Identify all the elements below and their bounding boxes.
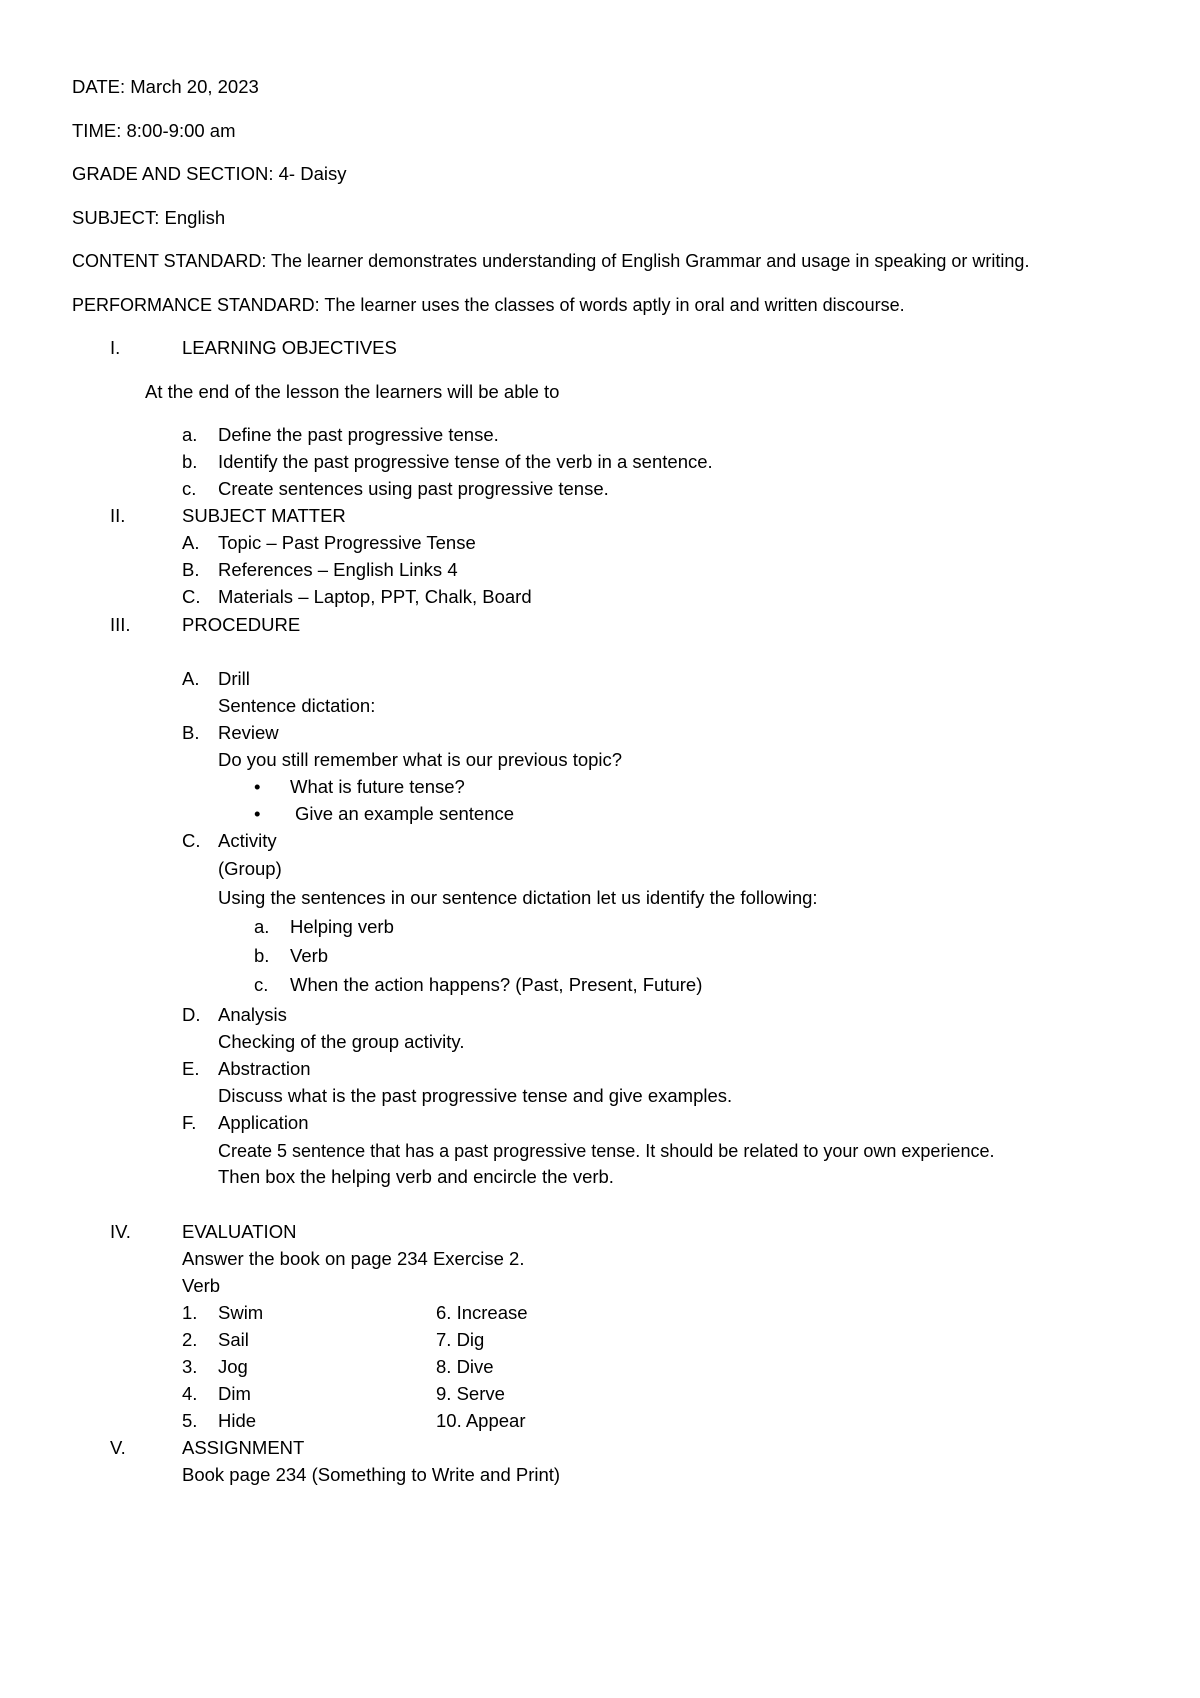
verb-item: 8. Dive <box>436 1356 494 1377</box>
evaluation-instruction: Answer the book on page 234 Exercise 2. <box>182 1248 525 1269</box>
verb-marker: 2. <box>182 1329 198 1350</box>
date-label: DATE: <box>72 76 126 97</box>
drill-title: Drill <box>218 668 250 689</box>
review-bullet: Give an example sentence <box>295 803 515 824</box>
subject-matter-item: Materials – Laptop, PPT, Chalk, Board <box>218 586 532 607</box>
assignment-title: ASSIGNMENT <box>182 1437 305 1458</box>
verb-item: 7. Dig <box>436 1329 485 1350</box>
abstraction-text: Discuss what is the past progressive tense and give examples. <box>218 1085 733 1106</box>
subject-matter-marker: C. <box>182 586 201 607</box>
objective-item: Define the past progressive tense. <box>218 424 499 445</box>
subject-line <box>72 207 225 229</box>
abstraction-marker: E. <box>182 1058 200 1079</box>
review-bullet: What is future tense? <box>290 776 465 797</box>
performance-standard-value: The learner uses the classes of words aptly in oral and written discourse. <box>324 295 905 315</box>
application-title: Application <box>218 1112 309 1133</box>
evaluation-heading: Verb <box>182 1275 221 1296</box>
evaluation-numeral: IV. <box>110 1221 131 1242</box>
verb-item: Hide <box>218 1410 257 1431</box>
verb-item: 10. Appear <box>436 1410 526 1431</box>
subject-matter-numeral: II. <box>110 505 126 526</box>
subject-matter-item: References – English Links 4 <box>218 559 458 580</box>
procedure-numeral: III. <box>110 614 131 635</box>
activity-text: Using the sentences in our sentence dictation let us identify the following: <box>218 887 818 908</box>
review-title: Review <box>218 722 279 743</box>
content-standard-label: CONTENT STANDARD: <box>72 251 267 271</box>
activity-marker: c. <box>254 974 269 995</box>
activity-marker: b. <box>254 945 270 966</box>
activity-item: Verb <box>290 945 329 966</box>
evaluation-title: EVALUATION <box>182 1221 297 1242</box>
performance-standard-label: PERFORMANCE STANDARD: <box>72 295 320 315</box>
analysis-marker: D. <box>182 1004 201 1025</box>
activity-marker: C. <box>182 830 201 851</box>
subject-label: SUBJECT: <box>72 207 160 228</box>
review-marker: B. <box>182 722 200 743</box>
date-line <box>72 76 259 98</box>
verb-item: Jog <box>218 1356 248 1377</box>
subject-matter-marker: B. <box>182 559 200 580</box>
verb-item: 6. Increase <box>436 1302 528 1323</box>
activity-item: Helping verb <box>290 916 394 937</box>
abstraction-title: Abstraction <box>218 1058 311 1079</box>
activity-group: (Group) <box>218 858 282 879</box>
time-label: TIME: <box>72 120 122 141</box>
objective-marker: b. <box>182 451 198 472</box>
activity-marker: a. <box>254 916 270 937</box>
application-marker: F. <box>182 1112 197 1133</box>
application-text-line1: Create 5 sentence that has a past progressive tense. It should be related to your own experience. <box>218 1141 995 1161</box>
subject-matter-marker: A. <box>182 532 200 553</box>
analysis-title: Analysis <box>218 1004 287 1025</box>
date-value: March 20, 2023 <box>130 76 259 97</box>
assignment-text: Book page 234 (Something to Write and Print) <box>182 1464 561 1485</box>
objectives-intro: At the end of the lesson the learners will be able to <box>145 381 560 402</box>
verb-item: 9. Serve <box>436 1383 505 1404</box>
subject-value: English <box>164 207 226 228</box>
content-standard-value: The learner demonstrates understanding of English Grammar and usage in speaking or writing. <box>271 251 1030 271</box>
content-standard-line <box>72 250 1029 272</box>
verb-marker: 4. <box>182 1383 198 1404</box>
performance-standard-line <box>72 294 905 316</box>
drill-marker: A. <box>182 668 200 689</box>
activity-item: When the action happens? (Past, Present, Future) <box>290 974 703 995</box>
subject-matter-title: SUBJECT MATTER <box>182 505 346 526</box>
verb-marker: 1. <box>182 1302 198 1323</box>
verb-item: Sail <box>218 1329 249 1350</box>
bullet-icon: • <box>254 776 261 797</box>
verb-marker: 3. <box>182 1356 198 1377</box>
time-line <box>72 120 236 142</box>
objective-marker: c. <box>182 478 197 499</box>
verb-item: Swim <box>218 1302 264 1323</box>
grade-line <box>72 163 346 185</box>
objective-item: Create sentences using past progressive tense. <box>218 478 609 499</box>
verb-item: Dim <box>218 1383 251 1404</box>
subject-matter-item: Topic – Past Progressive Tense <box>218 532 476 553</box>
grade-label: GRADE AND SECTION: <box>72 163 274 184</box>
objectives-numeral: I. <box>110 337 121 358</box>
objective-marker: a. <box>182 424 198 445</box>
assignment-numeral: V. <box>110 1437 126 1458</box>
application-text-line2: Then box the helping verb and encircle the verb. <box>218 1166 614 1187</box>
procedure-title: PROCEDURE <box>182 614 301 635</box>
drill-text: Sentence dictation: <box>218 695 376 716</box>
review-text: Do you still remember what is our previous topic? <box>218 749 623 770</box>
time-value: 8:00-9:00 am <box>126 120 236 141</box>
objective-item: Identify the past progressive tense of the verb in a sentence. <box>218 451 713 472</box>
analysis-text: Checking of the group activity. <box>218 1031 465 1052</box>
objectives-title: LEARNING OBJECTIVES <box>182 337 397 358</box>
verb-marker: 5. <box>182 1410 198 1431</box>
activity-title: Activity <box>218 830 277 851</box>
bullet-icon: • <box>254 803 261 824</box>
grade-value: 4- Daisy <box>278 163 347 184</box>
